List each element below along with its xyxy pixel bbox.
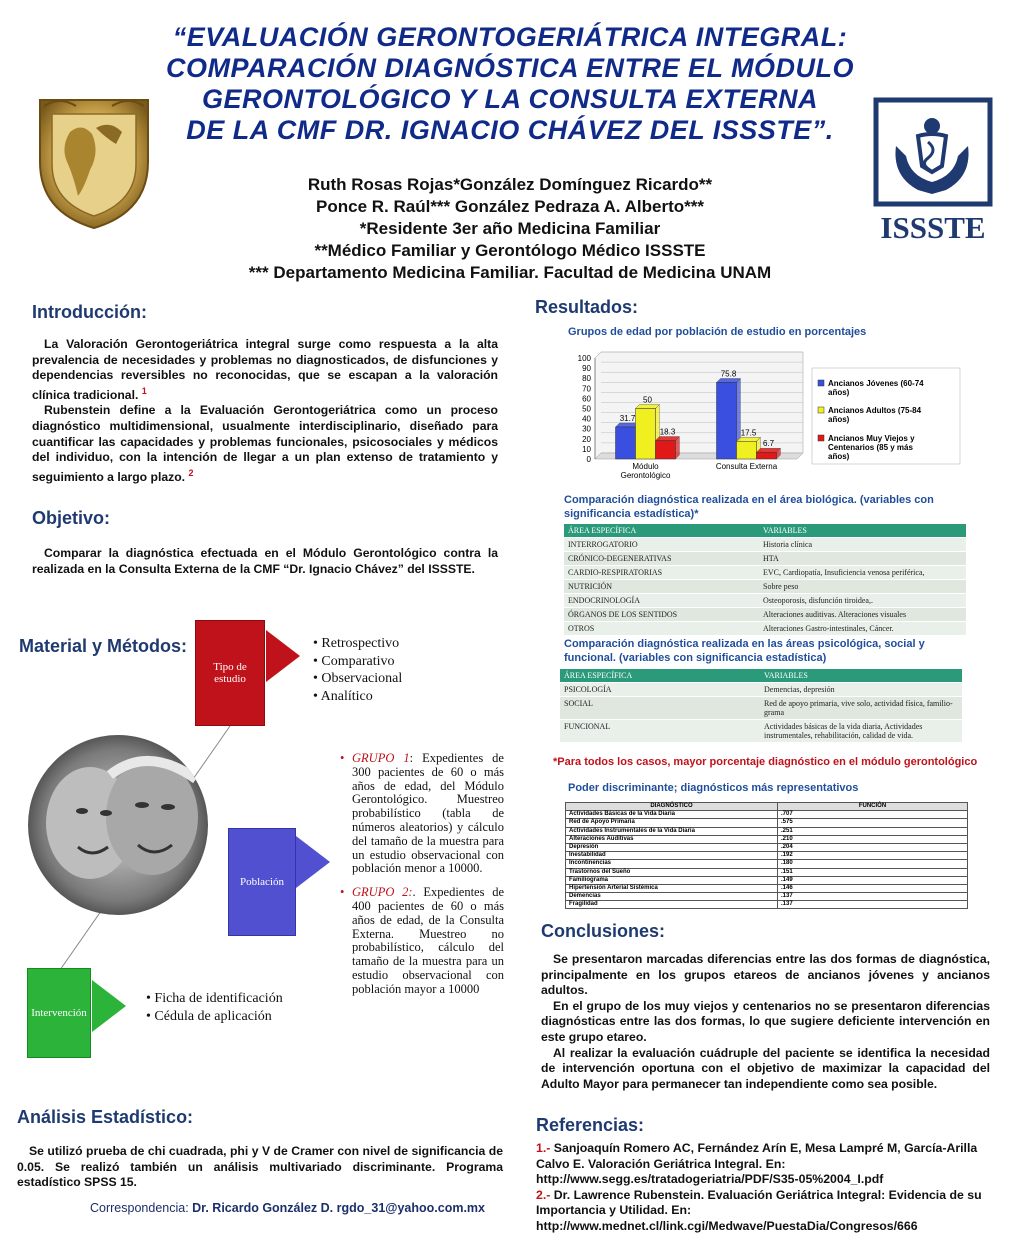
table-cell: Sobre peso: [759, 580, 966, 594]
issste-logo-text: ISSSTE: [880, 210, 986, 244]
chart-bar: [737, 441, 757, 459]
elderly-couple-photo: [28, 735, 208, 915]
reference-number: 1.-: [536, 1141, 551, 1155]
poblacion-arrow: [296, 836, 330, 888]
intervencion-item: • Cédula de aplicación: [146, 1008, 306, 1026]
chart-legend-label: Ancianos Muy Viejos y Centenarios (85 y más años): [828, 434, 915, 461]
chart-bar: [717, 382, 737, 459]
table-row: [564, 622, 966, 636]
poder-caption: Poder discriminante; diagnósticos más representativos: [568, 782, 859, 794]
tipo-item: • Retrospectivo: [313, 635, 402, 653]
intervencion-box: [27, 968, 91, 1058]
intro-text: [32, 337, 498, 485]
title-line: DE LA CMF DR. IGNACIO CHÁVEZ DEL ISSSTE”.: [186, 115, 834, 145]
grupo-1-label: GRUPO 1: [352, 751, 410, 765]
table-row: [566, 852, 968, 860]
table-cell: Hipertensión Arterial Sistémica: [566, 884, 778, 892]
table-cell: .204: [778, 843, 968, 851]
psi-table: [560, 669, 962, 743]
table-cell: ÓRGANOS DE LOS SENTIDOS: [564, 608, 759, 622]
table-header: ÁREA ESPECÍFICA: [564, 524, 759, 538]
author-line: Ponce R. Raúl*** González Pedraza A. Alberto***: [316, 197, 704, 216]
table-cell: .137: [778, 901, 968, 909]
chart-y-tick-label: 0: [586, 455, 591, 464]
tipo-arrow: [266, 630, 300, 682]
table-cell: Alteraciones Gastro-intestinales, Cáncer.: [759, 622, 966, 636]
objetivo-paragraph: Comparar la diagnóstica efectuada en el Módulo Gerontológico contra la realizada en la Consulta Externa de la CMF “Dr. Ignacio Chávez” del ISSSTE.: [32, 546, 498, 576]
table-cell: OTROS: [564, 622, 759, 636]
table-cell: HTA: [759, 552, 966, 566]
poder-table: [565, 802, 968, 909]
chart-bar: [656, 441, 676, 459]
tipo-item: • Comparativo: [313, 653, 402, 671]
title-line: “EVALUACIÓN GERONTOGERIÁTRICA INTEGRAL:: [172, 22, 848, 52]
analisis-paragraph: Se utilizó prueba de chi cuadrada, phi y V de Cramer con nivel de significancia de 0.05. Se realizó también un análisis multivariado discriminante. Programa estadístico SPSS 15.: [17, 1144, 503, 1190]
grupo-1: [340, 752, 504, 876]
authors-block: [160, 174, 860, 284]
table-row: [566, 811, 968, 819]
chart-bar-side: [676, 437, 680, 459]
reference-text: Sanjoaquín Romero AC, Fernández Arín E, Mesa Lampré M, García-Arilla Calvo E. Valoración Geriátrica Integral. En: http://www.segg.es/tratadogeriatria/PDF/S35-05%2004_I.pdf: [536, 1141, 978, 1186]
poblacion-box: [228, 828, 296, 936]
correspondencia-email[interactable]: rgdo_31@yahoo.com.mx: [336, 1201, 485, 1215]
table-header: VARIABLES: [760, 669, 962, 683]
intro-p2: Rubenstein define a la Evaluación Gerontogeriátrica como un proceso diagnóstico multidimensional, usualmente interdisciplinario, diseñado para cuantificar las capacidades y problemas funcionales, psicosociales y médicos del individuo, con la intención de llegar a un plan extenso de tratamiento y seguimiento a largo plazo.: [32, 403, 498, 484]
author-line: *Residente 3er año Medicina Familiar: [359, 219, 661, 238]
chart-legend-label: Ancianos Adultos (75-84 años): [828, 406, 922, 424]
chart-legend-label: Ancianos Jóvenes (60-74 años): [828, 379, 924, 397]
table-cell: .210: [778, 835, 968, 843]
chart-x-tick-label: Módulo: [632, 462, 659, 471]
table-cell: Actividades básicas de la vida diaria, Actividades instrumentales, rehabilitación, calidad de vida.: [760, 720, 962, 743]
table-cell: Historia clínica: [759, 538, 966, 552]
grupo-2: [340, 886, 504, 996]
correspondencia-label: Correspondencia:: [90, 1201, 189, 1215]
conclusiones-text: [541, 952, 990, 1092]
grupo-1-text: : Expedientes de 300 pacientes de 60 o más años de edad, del Módulo Gerontológico. Muestreo probabilístico (tabla de números aleatorios) y cálculo del tamaño de la muestra para un estudio observacional con población menor a 10000.: [352, 751, 504, 876]
table-cell: .137: [778, 893, 968, 901]
chart-y-tick-label: 70: [582, 384, 591, 394]
conclusiones-heading: Conclusiones:: [541, 921, 666, 941]
table-cell: .149: [778, 876, 968, 884]
results-note: *Para todos los casos, mayor porcentaje diagnóstico en el módulo gerontológico: [553, 756, 978, 768]
chart-legend-swatch: [818, 407, 824, 413]
table-cell: ENDOCRINOLOGÍA: [564, 594, 759, 608]
table-row: [564, 566, 966, 580]
intervencion-label: Intervención: [31, 1007, 87, 1019]
table-cell: Depresión: [566, 843, 778, 851]
chart-y-tick-label: 10: [582, 444, 591, 454]
tipo-estudio-box: [195, 620, 265, 726]
chart-bar: [757, 452, 777, 459]
table-row: [566, 827, 968, 835]
tipo-item: • Analítico: [313, 688, 402, 706]
bio-caption: Comparación diagnóstica realizada en el área biológica. (variables con significancia estadística)*: [564, 494, 934, 520]
tipo-estudio-list: [313, 635, 402, 705]
analisis-heading: Análisis Estadístico:: [17, 1107, 194, 1127]
table-cell: .146: [778, 884, 968, 892]
tipo-estudio-label: Tipo de estudio: [213, 661, 247, 685]
table-row: [566, 868, 968, 876]
chart-x-tick-label: Consulta Externa: [715, 462, 778, 471]
chart-bar: [636, 409, 656, 460]
table-row: [564, 538, 966, 552]
chart-bar: [616, 427, 636, 459]
table-row: [564, 580, 966, 594]
chart-data-label: 75.8: [720, 369, 737, 379]
author-line: Ruth Rosas Rojas*González Domínguez Ricardo**: [307, 175, 713, 194]
chart-y-tick-label: 40: [582, 414, 591, 424]
chart-y-tick-label: 100: [577, 354, 591, 363]
table-cell: Trastornos del Sueño: [566, 868, 778, 876]
table-cell: Demencias: [566, 893, 778, 901]
table-row: [564, 552, 966, 566]
tipo-item: • Observacional: [313, 670, 402, 688]
table-row: [560, 697, 962, 720]
intro-p1: La Valoración Gerontogeriátrica integral surge como respuesta a la alta prevalencia de necesidades y problemas no diagnosticados, de disfunciones y dependencias reversibles no reconocidas, que se escapan a la valoración clínica tradicional.: [32, 337, 498, 402]
chart-data-label: 31.7: [619, 413, 636, 423]
table-cell: Actividades Básicas de la Vida Diaria: [566, 811, 778, 819]
table-cell: PSICOLOGÍA: [560, 683, 760, 697]
issste-logo: [872, 96, 994, 244]
table-header: ÁREA ESPECÍFICA: [560, 669, 760, 683]
table-cell: FUNCIONAL: [560, 720, 760, 743]
author-line: *** Departamento Medicina Familiar. Facultad de Medicina UNAM: [248, 263, 772, 282]
table-cell: .151: [778, 868, 968, 876]
table-cell: Incontinencias: [566, 860, 778, 868]
grupo-2-text: . Expedientes de 400 pacientes de 60 o más años de edad, de la Consulta Externa. Muestreo no probabilístico, cálculo del tamaño de la muestra para un estudio observacional con población mayor a 10000: [352, 885, 505, 996]
table-header: VARIABLES: [759, 524, 966, 538]
table-row: [560, 683, 962, 697]
grupos-description: [340, 752, 504, 1007]
table-cell: SOCIAL: [560, 697, 760, 720]
chart-y-tick-label: 50: [582, 404, 591, 414]
psi-caption: Comparación diagnóstica realizada en las áreas psicológica, social y funcional. (variables con significancia estadística): [564, 638, 925, 664]
table-cell: CRÓNICO-DEGENERATIVAS: [564, 552, 759, 566]
table-header-row: [564, 524, 966, 538]
chart-data-label: 17.5: [740, 428, 757, 438]
resultados-heading: Resultados:: [535, 297, 639, 317]
table-row: [566, 893, 968, 901]
table-cell: Demencias, depresión: [760, 683, 962, 697]
table-cell: .575: [778, 819, 968, 827]
table-row: [566, 860, 968, 868]
table-row: [566, 884, 968, 892]
chart-y-tick-label: 20: [582, 434, 591, 444]
table-cell: Osteoporosis, disfunción tiroidea,.: [759, 594, 966, 608]
chart-caption: Grupos de edad por población de estudio en porcentajes: [568, 326, 867, 338]
table-row: [566, 901, 968, 909]
table-header-row: [566, 803, 968, 811]
table-cell: NUTRICIÓN: [564, 580, 759, 594]
table-cell: .251: [778, 827, 968, 835]
referencias-heading: Referencias:: [536, 1115, 645, 1135]
grupo-2-label: GRUPO 2:: [352, 885, 413, 900]
author-line: **Médico Familiar y Gerontólogo Médico ISSSTE: [314, 241, 706, 260]
table-row: [564, 594, 966, 608]
correspondencia-name: Dr. Ricardo González D.: [192, 1201, 334, 1215]
age-group-bar-chart: [565, 350, 962, 484]
chart-legend-swatch: [818, 380, 824, 386]
reference-item: [536, 1188, 990, 1235]
intro-heading: Introducción:: [32, 302, 147, 322]
correspondencia: [90, 1201, 485, 1215]
table-row: [566, 835, 968, 843]
conclusion-p3: Al realizar la evaluación cuádruple del paciente se identifica la necesidad de intervención oportuna con el objetivo de maximizar la capacidad del Adulto Mayor para permanecer tan independiente como sea posible.: [541, 1045, 990, 1091]
chart-y-tick-label: 60: [582, 394, 591, 404]
table-cell: Inestabilidad: [566, 852, 778, 860]
intro-ref-1: 1: [141, 385, 147, 396]
table-row: [566, 819, 968, 827]
table-cell: INTERROGATORIO: [564, 538, 759, 552]
bio-table: [564, 524, 966, 636]
intervencion-arrow: [92, 980, 126, 1032]
table-cell: Familiograma: [566, 876, 778, 884]
table-header: DIAGNÓSTICO: [566, 803, 778, 811]
table-row: [560, 720, 962, 743]
analisis-text: [17, 1144, 503, 1191]
chart-y-tick-label: 30: [582, 424, 591, 434]
objetivo-text: [32, 546, 498, 577]
table-row: [566, 843, 968, 851]
intervencion-item: • Ficha de identificación: [146, 990, 306, 1008]
referencias-list: [536, 1141, 990, 1234]
chart-y-tick-label: 80: [582, 374, 591, 384]
poster-title: [130, 22, 890, 146]
material-heading: Material y Métodos:: [19, 636, 188, 656]
table-cell: CARDIO-RESPIRATORIAS: [564, 566, 759, 580]
chart-data-label: 50: [643, 395, 652, 405]
chart-legend-swatch: [818, 435, 824, 441]
table-cell: Alteraciones auditivas. Alteraciones visuales: [759, 608, 966, 622]
intervencion-list: [146, 990, 306, 1025]
table-cell: .192: [778, 852, 968, 860]
table-cell: .707: [778, 811, 968, 819]
intro-ref-2: 2: [188, 467, 194, 478]
reference-number: 2.-: [536, 1187, 551, 1202]
conclusion-p2: En el grupo de los muy viejos y centenarios no se presentaron diferencias diagnósticas entre las dos formas, lo que sugiere deficiente intervención en este grupo etareo.: [541, 998, 990, 1044]
poblacion-label: Población: [240, 876, 284, 888]
reference-item: [536, 1141, 990, 1188]
table-cell: .180: [778, 860, 968, 868]
table-row: [566, 876, 968, 884]
table-cell: EVC, Cardiopatía, Insuficiencia venosa periférica,: [759, 566, 966, 580]
table-header-row: [560, 669, 962, 683]
objetivo-heading: Objetivo:: [32, 508, 111, 528]
title-line: GERONTOLÓGICO Y LA CONSULTA EXTERNA: [201, 84, 819, 114]
table-cell: Red de apoyo primaria, vive solo, actividad física, familio-grama: [760, 697, 962, 720]
chart-data-label: 6.7: [762, 439, 775, 449]
table-cell: Alteraciones Auditivas: [566, 835, 778, 843]
reference-text: Dr. Lawrence Rubenstein. Evaluación Geriátrica Integral: Evidencia de su Importancia y Utilidad. En: http://www.mednet.cl/link.cgi/Medwave/PuestaDia/Congresos/666: [536, 1187, 982, 1233]
table-cell: Red de Apoyo Primaria: [566, 819, 778, 827]
table-cell: Fragilidad: [566, 901, 778, 909]
table-cell: Actividades Instrumentales de la Vida Diaria: [566, 827, 778, 835]
chart-x-tick-label: Gerontológico: [620, 471, 671, 480]
table-row: [564, 608, 966, 622]
table-header: FUNCIÓN: [778, 803, 968, 811]
chart-y-tick-label: 90: [582, 364, 591, 374]
title-line: COMPARACIÓN DIAGNÓSTICA ENTRE EL MÓDULO: [165, 53, 854, 83]
conclusion-p1: Se presentaron marcadas diferencias entre las dos formas de diagnóstica, principalmente en los grupos etareos de ancianos jóvenes y ancianos adultos.: [541, 952, 990, 998]
chart-data-label: 18.3: [659, 427, 676, 437]
